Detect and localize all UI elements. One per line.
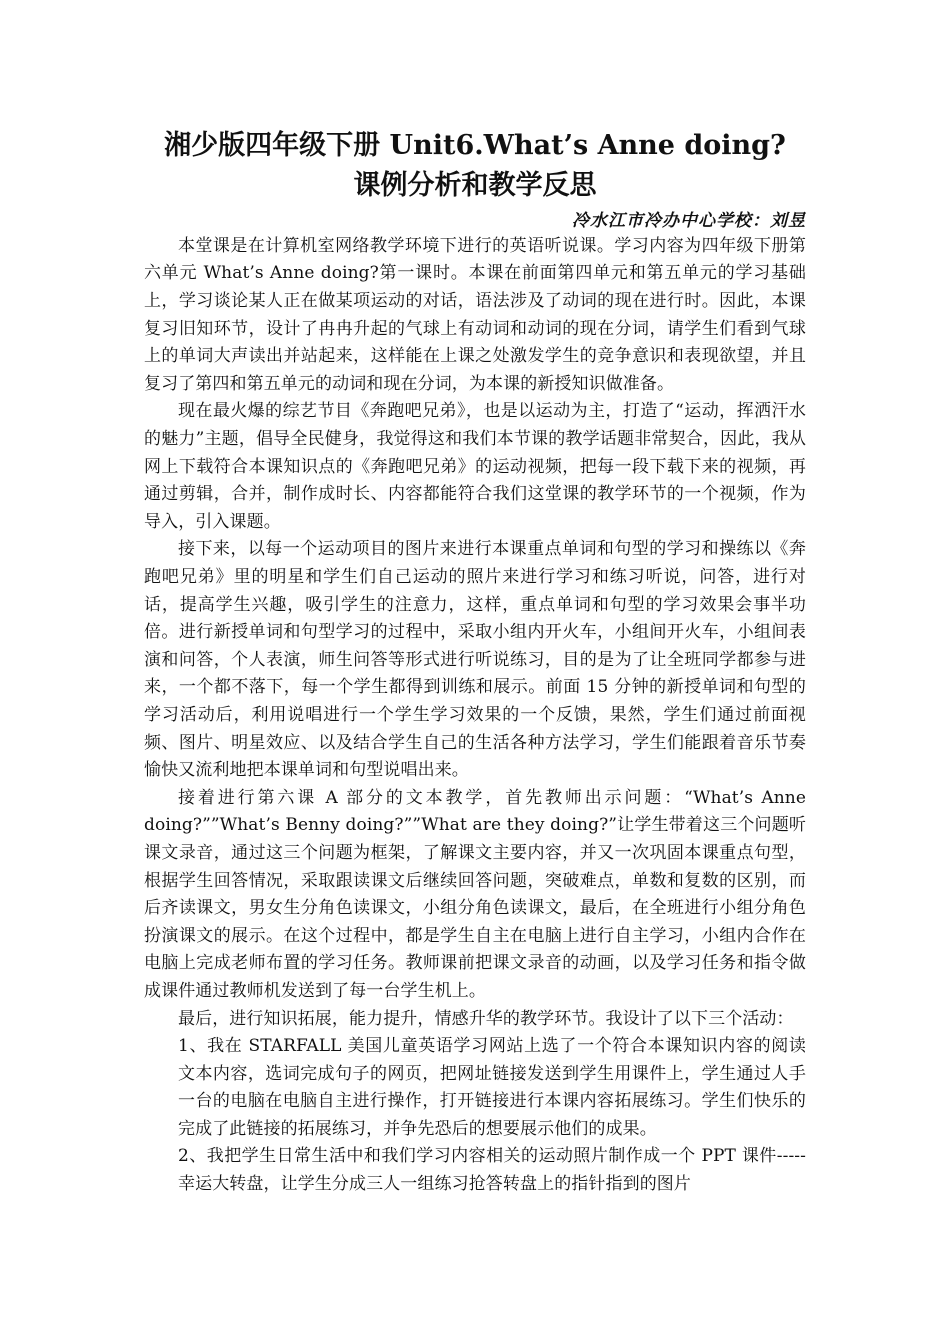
- body-paragraph-5: 最后，进行知识拓展，能力提升，情感升华的教学环节。我设计了以下三个活动：: [178, 1008, 794, 1029]
- document-title: 湘少版四年级下册 Unit6.What’s Anne doing?: [164, 130, 786, 161]
- document-page: [144, 128, 806, 1199]
- activity-item-1: 1、我在 STARFALL 美国儿童英语学习网站上选了一个符合本课知识内容的阅读文本内容，选词完成句子的网页，把网址链接发送到学生用课件上，学生通过人手一台的电脑在电脑自主进行操作，打开链接进行本课内容拓展练习。学生们快乐的完成了此链接的拓展练习，并争先恐后的想要展示他们的成果。: [178, 1036, 806, 1139]
- activity-item-2: 2、我把学生日常生活中和我们学习内容相关的运动照片制作成一个 PPT 课件-----幸运大转盘，让学生分成三人一组练习抢答转盘上的指针指到的图片: [178, 1146, 806, 1195]
- body-paragraph-2: 现在最火爆的综艺节目《奔跑吧兄弟》，也是以运动为主，打造了“运动，挥洒汗水的魅力”主题，倡导全民健身，我觉得这和我们本节课的教学话题非常契合，因此，我从网上下载符合本课知识点的《奔跑吧兄弟》的运动视频，把每一段下载下来的视频，再通过剪辑，合并，制作成时长、内容都能符合我们这堂课的教学环节的一个视频，作为导入，引入课题。: [144, 401, 806, 532]
- author-line: 冷水江市冷办中心学校：刘昱: [572, 210, 806, 231]
- body-paragraph-1: 本堂课是在计算机室网络教学环境下进行的英语听说课。学习内容为四年级下册第六单元 What’s Anne doing?第一课时。本课在前面第四单元和第五单元的学习基础上，学习谈论某人正在做某项运动的对话，语法涉及了动词的现在进行时。因此，本课复习旧知环节，设计了冉冉升起的气球上有动词和动词的现在分词，请学生们看到气球上的单词大声读出并站起来，这样能在上课之处激发学生的竞争意识和表现欲望，并且复习了第四和第五单元的动词和现在分词，为本课的新授知识做准备。: [144, 235, 806, 394]
- body-paragraph-3: 接下来，以每一个运动项目的图片来进行本课重点单词和句型的学习和操练以《奔跑吧兄弟》里的明星和学生们自己运动的照片来进行学习和练习听说，问答，进行对话，提高学生兴趣，吸引学生的注意力，这样，重点单词和句型的学习效果会事半功倍。进行新授单词和句型学习的过程中，采取小组内开火车，小组间开火车，小组间表演和问答，个人表演，师生问答等形式进行听说练习，目的是为了让全班同学都参与进来，一个都不落下，每一个学生都得到训练和展示。前面 15 分钟的新授单词和句型的学习活动后，利用说唱进行一个学生学习效果的一个反馈，果然，学生们通过前面视频、图片、明星效应、以及结合学生自己的生活各种方法学习，学生们能跟着音乐节奏愉快又流利地把本课单词和句型说唱出来。: [144, 539, 806, 781]
- document-subtitle: 课例分析和教学反思: [353, 170, 597, 202]
- body-paragraph-4: 接着进行第六课 A 部分的文本教学，首先教师出示问题：“What’s Anne doing?””What’s Benny doing?””What are they doing?”让学生带着这三个问题听课文录音，通过这三个问题为框架，了解课文主要内容，并又一次巩固本课重点句型，根据学生回答情况，采取跟读课文后继续回答问题，突破难点，单数和复数的区别，而后齐读课文，男女生分角色读课文，小组分角色读课文，最后，在全班进行小组分角色扮演课文的展示。在这个过程中，都是学生自主在电脑上进行自主学习，小组内合作在电脑上完成老师布置的学习任务。教师课前把课文录音的动画，以及学习任务和指令做成课件通过教师机发送到了每一台学生机上。: [144, 787, 806, 1001]
